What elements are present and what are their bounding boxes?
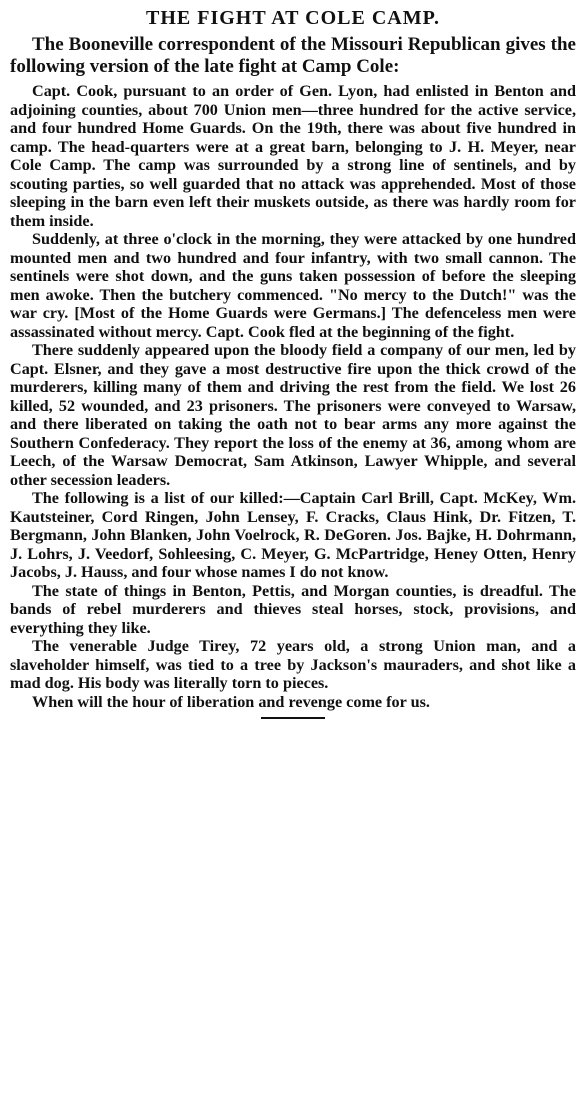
article-paragraph: Capt. Cook, pursuant to an order of Gen. Lyon, had enlisted in Benton and adjoining counties, about 700 Union men—three hundred for the active service, and four hundred Home Guards. On the 19th, there was about five hundred in camp. The head-quarters were at a great barn, belonging to J. H. Meyer, near Cole Camp. The camp was surrounded by a strong line of sentinels, and by scouting parties, so well guarded that no attack was apprehended. Most of those sleeping in the barn even left their muskets outside, as there was hardly room for them inside.: [10, 82, 576, 230]
article-paragraph: The following is a list of our killed:—Captain Carl Brill, Capt. McKey, Wm. Kautsteiner, Cord Ringen, John Lensey, F. Cracks, Claus Hink, Dr. Fitzen, T. Bergmann, John Blanken, John Voelrock, R. DeGoren. Jos. Bajke, H. Dohrmann, J. Lohrs, J. Veedorf, Sohleesing, C. Meyer, G. McPartridge, Heney Otten, Henry Jacobs, J. Hauss, and four whose names I do not know.: [10, 489, 576, 581]
article-paragraph: The venerable Judge Tirey, 72 years old, a strong Union man, and a slaveholder himself, was tied to a tree by Jackson's mauraders, and shot like a mad dog. His body was literally torn to pieces.: [10, 637, 576, 692]
article-paragraph: There suddenly appeared upon the bloody field a company of our men, led by Capt. Elsner, and they gave a most destructive fire upon the thick crowd of the murderers, killing many of them and driving the rest from the field. We lost 26 killed, 52 wounded, and 23 prisoners. The prisoners were conveyed to Warsaw, and there liberated on taking the oath not to bear arms any more against the Southern Confederacy. They report the loss of the enemy at 36, among whom are Leech, of the Warsaw Democrat, Sam Atkinson, Lawyer Whipple, and several other secession leaders.: [10, 341, 576, 489]
article-headline: THE FIGHT AT COLE CAMP.: [146, 7, 440, 29]
article-intro: [10, 34, 576, 78]
article-paragraph: The state of things in Benton, Pettis, and Morgan counties, is dreadful. The bands of rebel murderers and thieves steal horses, stock, provisions, and everything they like.: [10, 581, 576, 637]
article-paragraph: When will the hour of liberation and revenge come for us.: [32, 692, 430, 711]
intro-paragraph: The Booneville correspondent of the Missouri Republican gives the following version of the late fight at Camp Cole:: [10, 34, 576, 77]
end-rule: [261, 717, 325, 719]
article-body: [10, 82, 576, 711]
article-paragraph: Suddenly, at three o'clock in the morning, they were attacked by one hundred mounted men and two hundred and four infantry, with two small cannon. The sentinels were shot down, and the guns taken possession of before the sleeping men awoke. Then the butchery commenced. "No mercy to the Dutch!" was the war cry. [Most of the Home Guards were Germans.] The defenceless men were assassinated without mercy. Capt. Cook fled at the beginning of the fight.: [10, 230, 576, 341]
